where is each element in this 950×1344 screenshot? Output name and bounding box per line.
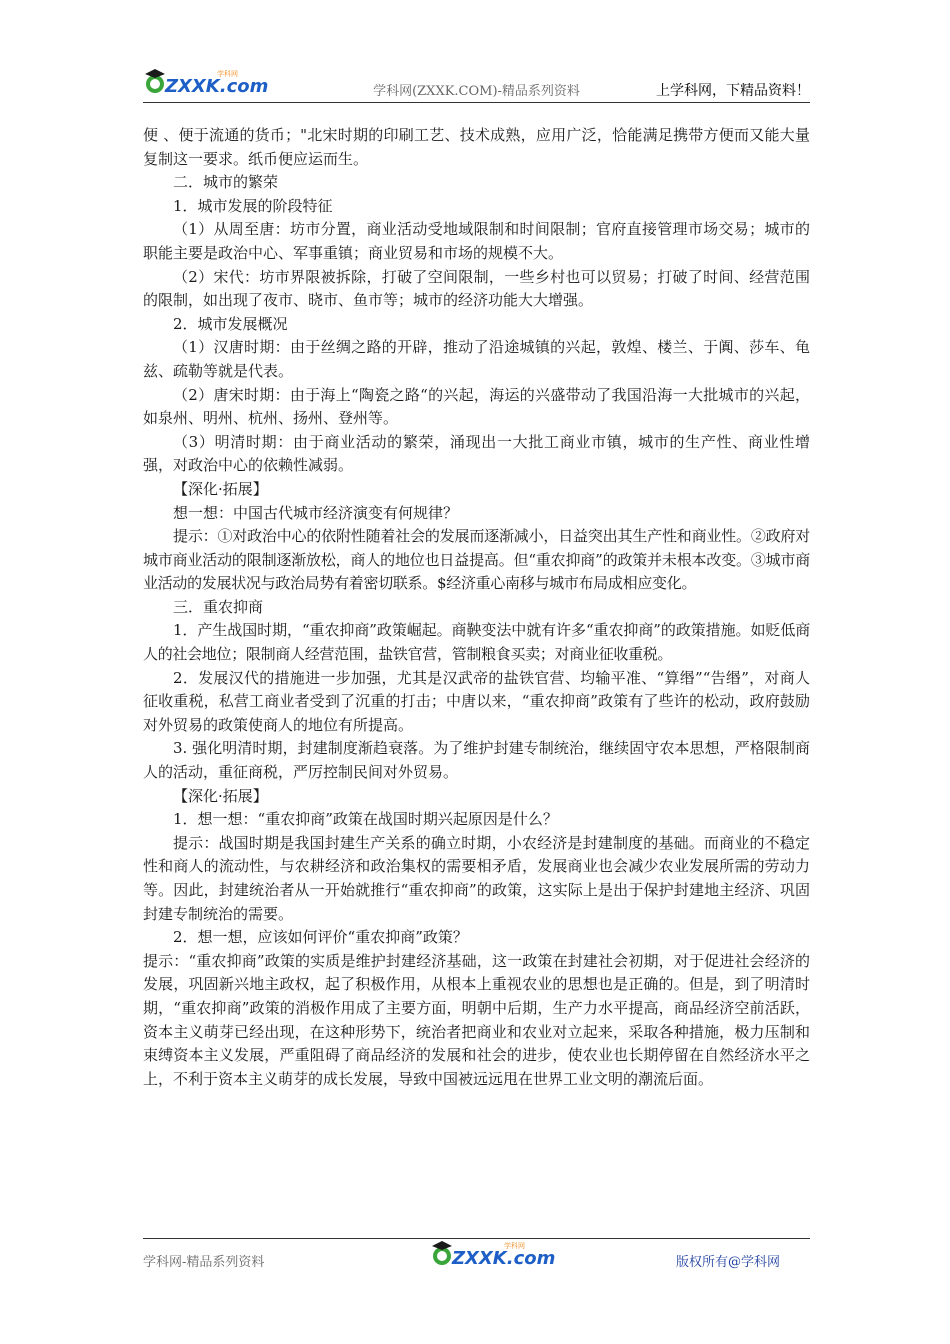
subsection-heading: 2．城市发展概况 <box>173 314 288 333</box>
question: 2．想一想，应该如何评价“重农抑商”政策？ <box>173 928 468 947</box>
question: 想一想：中国古代城市经济演变有何规律？ <box>173 503 459 522</box>
paragraph: （2）宋代：坊市界限被拆除，打破了空间限制，一些乡村也可以贸易；打破了时间、经营范围的限制，如出现了夜市、晓市、鱼市等；城市的经济功能大大增强。 <box>143 267 810 310</box>
svg-text:学科网: 学科网 <box>504 1242 525 1250</box>
paragraph: 便 、便于流通的货币；"北宋时期的印刷工艺、技术成熟，应用广泛，恰能满足携带方便而又能大量复制这一要求。纸币便应运而生。 <box>143 126 810 168</box>
footer-left-text: 学科网-精品系列资料 <box>143 1255 265 1270</box>
header-slogan: 上学科网，下精品资料！ <box>656 83 810 99</box>
copyright-link[interactable]: 版权所有@学科网 <box>675 1255 780 1270</box>
expansion-heading: 【深化·拓展】 <box>173 786 268 805</box>
answer-hint: 提示：战国时期是我国封建生产关系的确立时期，小农经济是封建制度的基础。而商业的不稳定性和商人的流动性，与农耕经济和政治集权的需要相矛盾，发展商业也会减少农业发展所需的劳动力等。因此，封建统治者从一开始就推行“重农抑商”的政策，这实际上是出于保护封建地主经济、巩固封建专制统治的需要。 <box>143 833 810 923</box>
zxxk-footer-logo <box>430 1239 556 1269</box>
header-center-text: 学科网(ZXXK.COM)-精品系列资料 <box>373 84 580 99</box>
page-header <box>143 62 810 103</box>
paragraph: （3）明清时期：由于商业活动的繁荣，涌现出一大批工商业市镇，城市的生产性、商业性增强，对政治中心的依赖性减弱。 <box>143 432 810 475</box>
page-footer <box>143 1238 810 1269</box>
section-heading: 二．城市的繁荣 <box>173 173 279 192</box>
paragraph: （1）汉唐时期：由于丝绸之路的开辟，推动了沿途城镇的兴起，敦煌、楼兰、于阗、莎车、龟兹、疏勒等就是代表。 <box>143 338 810 380</box>
logo-text: ZXXK.com <box>165 76 269 97</box>
subsection-heading: 1．城市发展的阶段特征 <box>173 196 333 215</box>
paragraph: 2．发展汉代的措施进一步加强，尤其是汉武帝的盐铁官营、均输平准、“算缗”“告缗”，对商人征收重税，私营工商业者受到了沉重的打击；中唐以来，“重农抑商”政策有了些许的松动，政府鼓励对外贸易的政策使商人的地位有所提高。 <box>143 668 810 734</box>
section-heading: 三．重农抑商 <box>173 597 264 616</box>
svg-text:ZXXK.com: ZXXK.com <box>452 1248 556 1269</box>
document-body <box>143 124 810 1091</box>
answer-hint: 提示：“重农抑商”政策的实质是维护封建经济基础，这一政策在封建社会初期，对于促进社会经济的发展，巩固新兴地主政权，起了积极作用，从根本上重视农业的思想也是正确的。但是，到了明清时期，“重农抑商”政策的消极作用成了主要方面，明朝中后期，生产力水平提高，商品经济空前活跃，资本主义萌芽已经出现，在这种形势下，统治者把商业和农业对立起来，采取各种措施，极力压制和束缚资本主义发展，严重阻碍了商品经济的发展和社会的进步，使农业也长期停留在自然经济水平之上，不利于资本主义萌芽的成长发展，导致中国被远远甩在世界工业文明的潮流后面。 <box>143 951 810 1088</box>
svg-text:学科网: 学科网 <box>217 70 238 78</box>
paragraph: 3. 强化明清时期，封建制度渐趋衰落。为了维护封建专制统治，继续固守农本思想，严格限制商人的活动，重征商税，严厉控制民间对外贸易。 <box>143 739 810 782</box>
expansion-heading: 【深化·拓展】 <box>173 479 268 498</box>
paragraph: 1．产生战国时期，“重农抑商”政策崛起。商鞅变法中就有许多“重农抑商”的政策措施。如贬低商人的社会地位；限制商人经营范围，盐铁官营，管制粮食买卖；对商业征收重税。 <box>143 621 810 664</box>
answer-hint: 提示：①对政治中心的依附性随着社会的发展而逐渐减小，日益突出其生产性和商业性。②政府对城市商业活动的限制逐渐放松，商人的地位也日益提高。但“重农抑商”的政策并未根本改变。③城市商业活动的发展状况与政治局势有着密切联系。$经济重心南移与城市布局成相应变化。 <box>143 527 810 593</box>
paragraph: （1）从周至唐：坊市分置，商业活动受地域限制和时间限制；官府直接管理市场交易；城市的职能主要是政治中心、军事重镇；商业贸易和市场的规模不大。 <box>143 220 810 262</box>
question: 1．想一想：“重农抑商”政策在战国时期兴起原因是什么？ <box>173 810 558 829</box>
paragraph: （2）唐宋时期：由于海上“陶瓷之路“的兴起，海运的兴盛带动了我国沿海一大批城市的兴起，如泉州、明州、杭州、扬州、登州等。 <box>143 385 810 428</box>
